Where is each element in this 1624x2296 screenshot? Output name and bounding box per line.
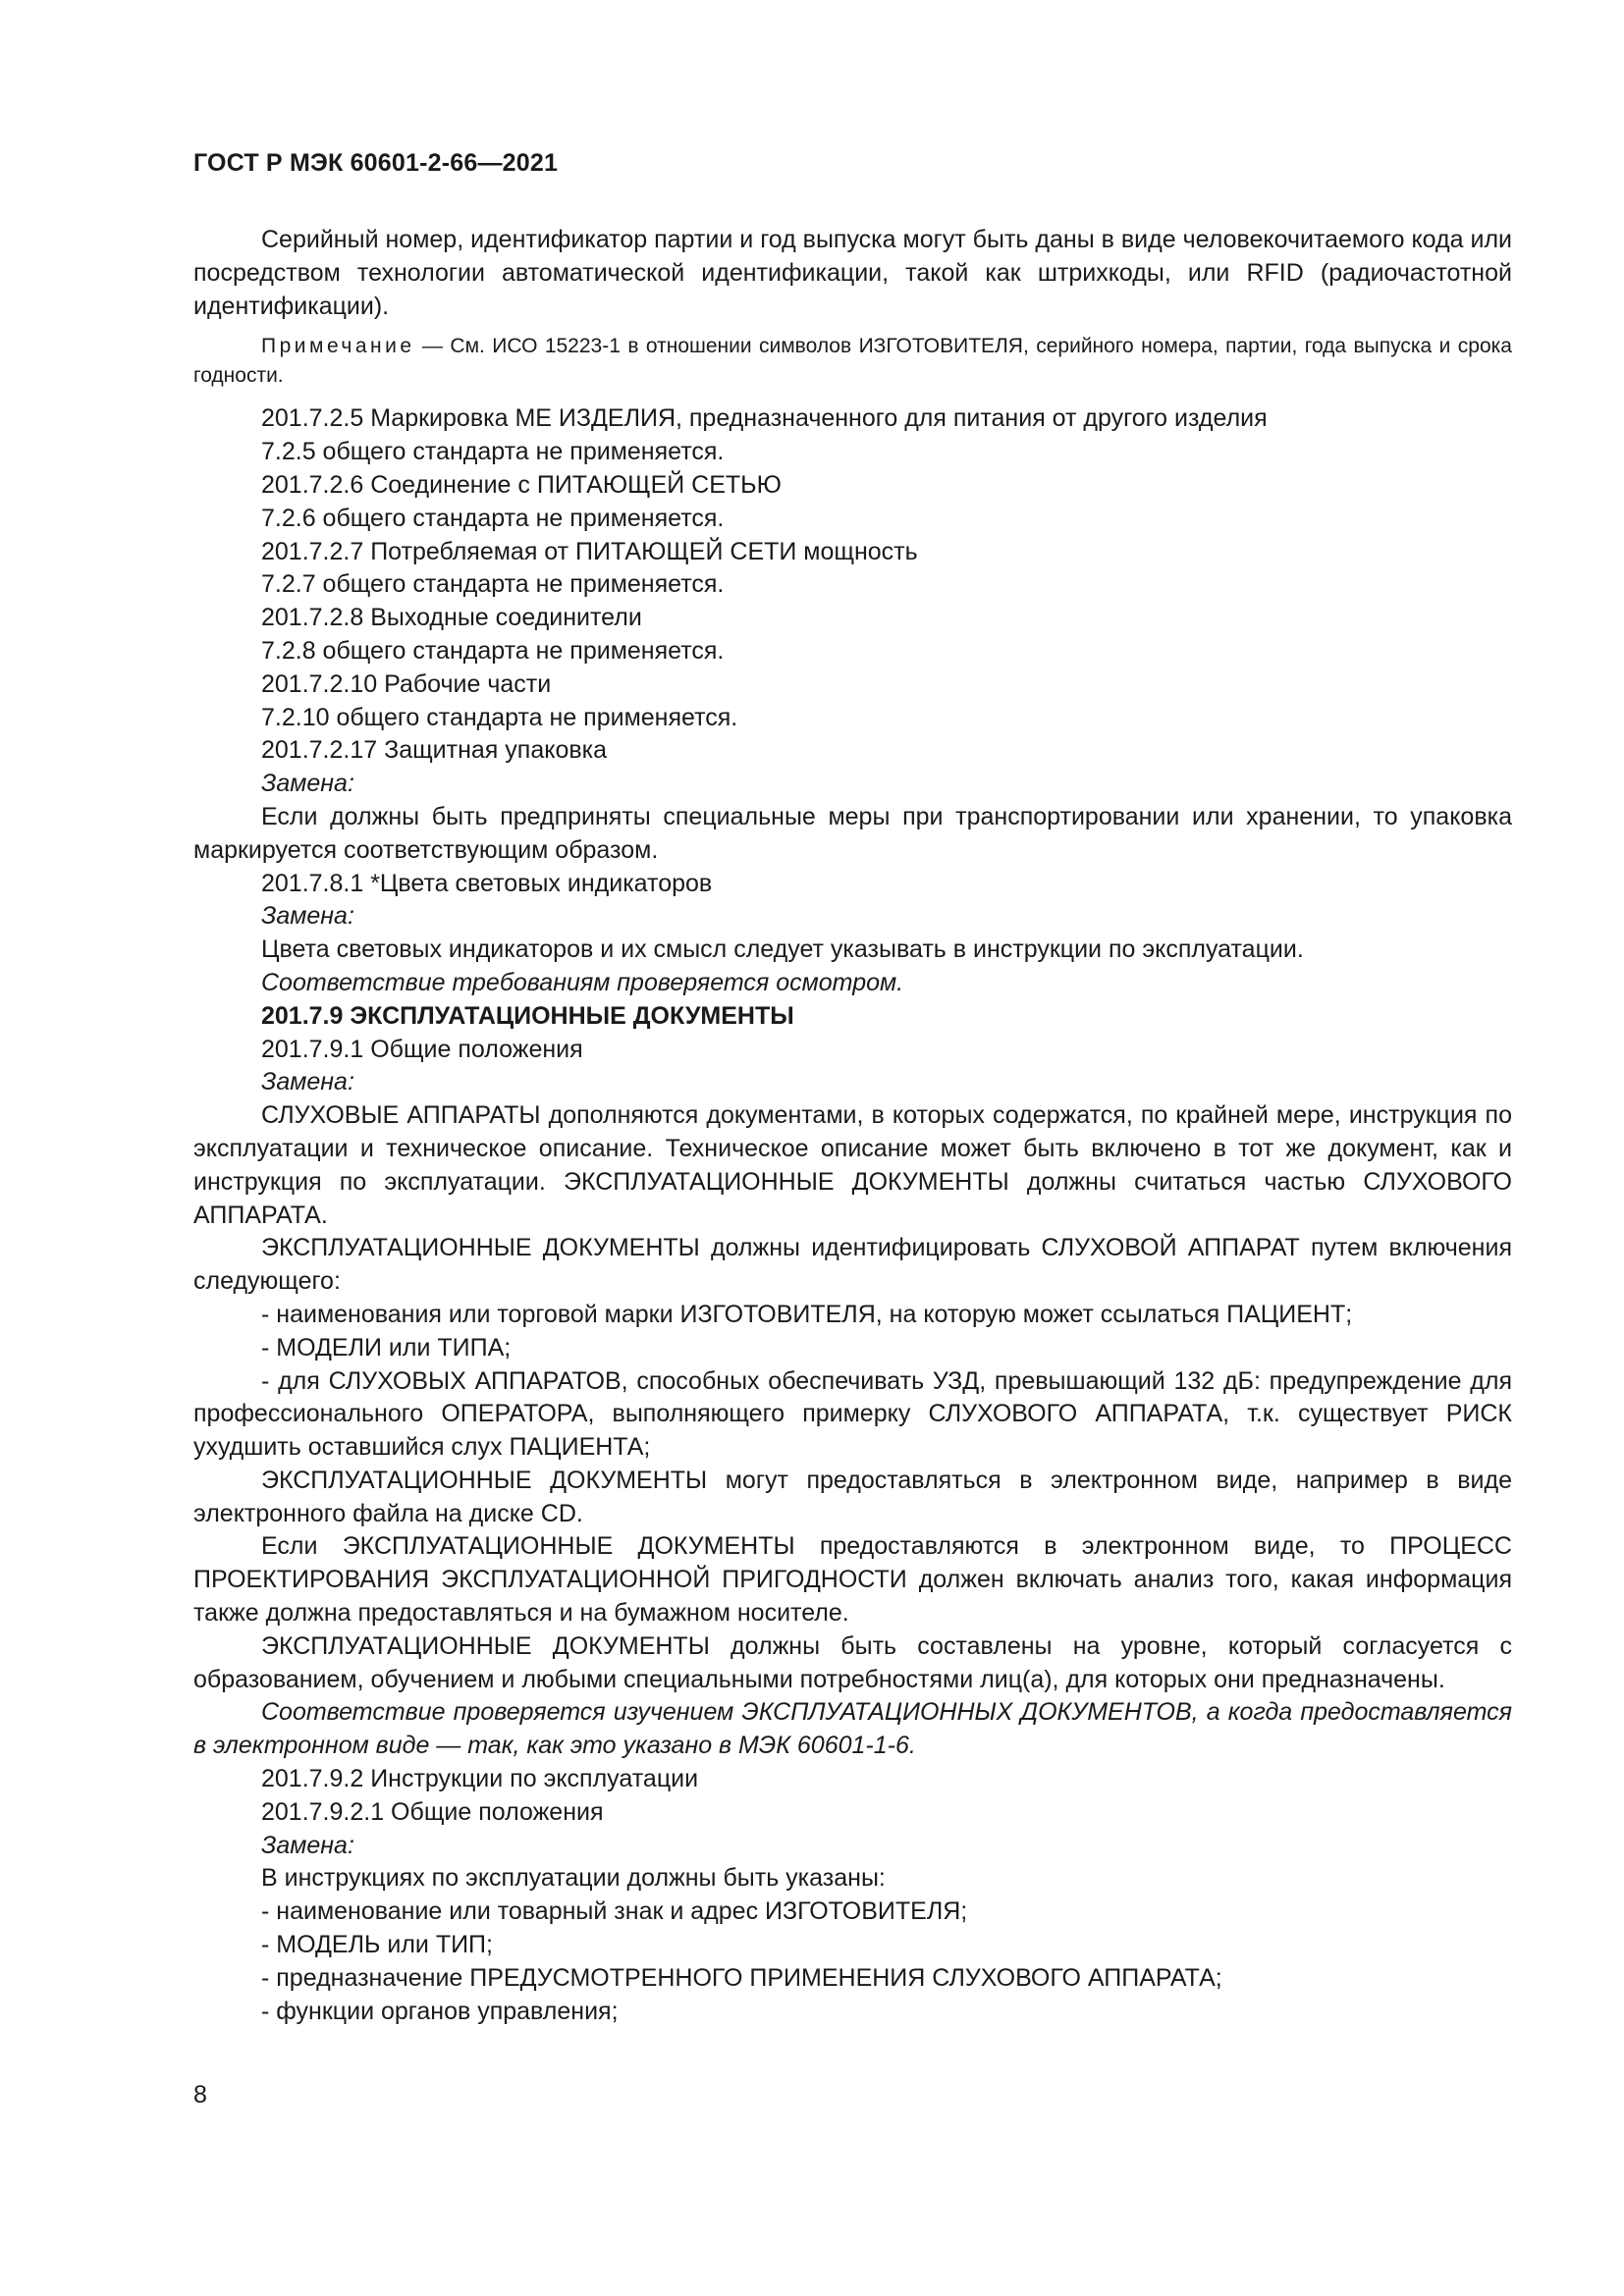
section-heading: 201.7.2.8 Выходные соединители bbox=[261, 604, 642, 632]
note-label: Примечание bbox=[261, 335, 415, 358]
section-paragraph: Если ЭКСПЛУАТАЦИОННЫЕ ДОКУМЕНТЫ предоставляются в электронном виде, то ПРОЦЕСС ПРОЕКТИРОВАНИЯ ЭКСПЛУАТАЦИОННОЙ ПРИГОДНОСТИ должен включать анализ того, какая информация также должна предоставляться и на бумажном носителе. bbox=[193, 1532, 1512, 1628]
replacement-label: Замена: bbox=[261, 770, 354, 798]
list-item: - функции органов управления; bbox=[261, 1997, 619, 2025]
list-item: - предназначение ПРЕДУСМОТРЕННОГО ПРИМЕНЕНИЯ СЛУХОВОГО АППАРАТА; bbox=[261, 1963, 1222, 1992]
document-header: ГОСТ Р МЭК 60601-2-66—2021 bbox=[193, 149, 559, 177]
section-body: 7.2.6 общего стандарта не применяется. bbox=[261, 504, 725, 532]
section-heading-bold: 201.7.9 ЭКСПЛУАТАЦИОННЫЕ ДОКУМЕНТЫ bbox=[261, 1001, 794, 1030]
list-item: - для СЛУХОВЫХ АППАРАТОВ, способных обеспечивать УЗД, превышающий 132 дБ: предупреждение для профессионального ОПЕРАТОРА, выполняющего примерку СЛУХОВОГО АППАРАТА, т.к. существует РИСК ухудшить оставшийся слух ПАЦИЕНТА; bbox=[193, 1366, 1512, 1462]
section-heading: 201.7.2.6 Соединение с ПИТАЮЩЕЙ СЕТЬЮ bbox=[261, 470, 782, 499]
section-heading: 201.7.9.1 Общие положения bbox=[261, 1035, 583, 1063]
section-paragraph: СЛУХОВЫЕ АППАРАТЫ дополняются документами, в которых содержатся, по крайней мере, инструкция по эксплуатации и техническое описание. Техническое описание может быть включено в тот же документ, как и инструкция по эксплуатации. ЭКСПЛУАТАЦИОННЫЕ ДОКУМЕНТЫ должны считаться частью СЛУХОВОГО АППАРАТА. bbox=[193, 1101, 1512, 1229]
section-paragraph: Если должны быть предприняты специальные меры при транспортировании или хранении, то упаковка маркируется соответствующим образом. bbox=[193, 802, 1512, 864]
section-paragraph: ЭКСПЛУАТАЦИОННЫЕ ДОКУМЕНТЫ должны идентифицировать СЛУХОВОЙ АППАРАТ путем включения следующего: bbox=[193, 1234, 1512, 1296]
section-heading: 201.7.8.1 *Цвета световых индикаторов bbox=[261, 869, 713, 897]
section-heading: 201.7.2.7 Потребляемая от ПИТАЮЩЕЙ СЕТИ мощность bbox=[261, 537, 918, 565]
replacement-label: Замена: bbox=[261, 1068, 354, 1096]
document-body bbox=[193, 224, 1512, 2028]
replacement-label: Замена: bbox=[261, 902, 354, 931]
section-paragraph: ЭКСПЛУАТАЦИОННЫЕ ДОКУМЕНТЫ должны быть составлены на уровне, который согласуется с образованием, обучением и любыми специальными потребностями лиц(а), для которых они предназначены. bbox=[193, 1631, 1512, 1693]
list-item: - МОДЕЛИ или ТИПА; bbox=[261, 1333, 512, 1362]
section-heading: 201.7.2.10 Рабочие части bbox=[261, 669, 552, 698]
section-heading: 201.7.9.2.1 Общие положения bbox=[261, 1797, 604, 1826]
section-body: 7.2.8 общего стандарта не применяется. bbox=[261, 636, 725, 665]
note-text: — См. ИСО 15223-1 в отношении символов ИЗГОТОВИТЕЛЯ, серийного номера, партии, года выпуска и срока годности. bbox=[193, 335, 1512, 388]
section-body: 7.2.7 общего стандарта не применяется. bbox=[261, 570, 725, 599]
section-paragraph: В инструкциях по эксплуатации должны быть указаны: bbox=[261, 1864, 886, 1893]
note-paragraph bbox=[193, 332, 1512, 391]
compliance-check: Соответствие требованиям проверяется осмотром. bbox=[261, 968, 904, 996]
intro-paragraph: Серийный номер, идентификатор партии и год выпуска могут быть даны в виде человекочитаемого кода или посредством технологии автоматической идентификации, такой как штрихкоды, или RFID (радиочастотной идентификации). bbox=[193, 226, 1512, 320]
compliance-check: Соответствие проверяется изучением ЭКСПЛУАТАЦИОННЫХ ДОКУМЕНТОВ, а когда предоставляется в электронном виде — так, как это указано в МЭК 60601-1-6. bbox=[193, 1698, 1512, 1760]
list-item: - наименование или товарный знак и адрес ИЗГОТОВИТЕЛЯ; bbox=[261, 1897, 968, 1926]
section-heading: 201.7.2.17 Защитная упаковка bbox=[261, 736, 608, 765]
section-paragraph: ЭКСПЛУАТАЦИОННЫЕ ДОКУМЕНТЫ могут предоставляться в электронном виде, например в виде электронного файла на диске CD. bbox=[193, 1466, 1512, 1527]
section-body: 7.2.5 общего стандарта не применяется. bbox=[261, 438, 725, 466]
list-item: - наименования или торговой марки ИЗГОТОВИТЕЛЯ, на которую может ссылаться ПАЦИЕНТ; bbox=[261, 1300, 1353, 1328]
list-item: - МОДЕЛЬ или ТИП; bbox=[261, 1931, 493, 1959]
section-body: 7.2.10 общего стандарта не применяется. bbox=[261, 703, 738, 731]
section-heading: 201.7.2.5 Маркировка МЕ ИЗДЕЛИЯ, предназначенного для питания от другого изделия bbox=[261, 404, 1268, 433]
replacement-label: Замена: bbox=[261, 1831, 354, 1859]
section-paragraph: Цвета световых индикаторов и их смысл следует указывать в инструкции по эксплуатации. bbox=[261, 935, 1304, 964]
section-heading: 201.7.9.2 Инструкции по эксплуатации bbox=[261, 1765, 699, 1793]
page-number: 8 bbox=[193, 2081, 207, 2109]
